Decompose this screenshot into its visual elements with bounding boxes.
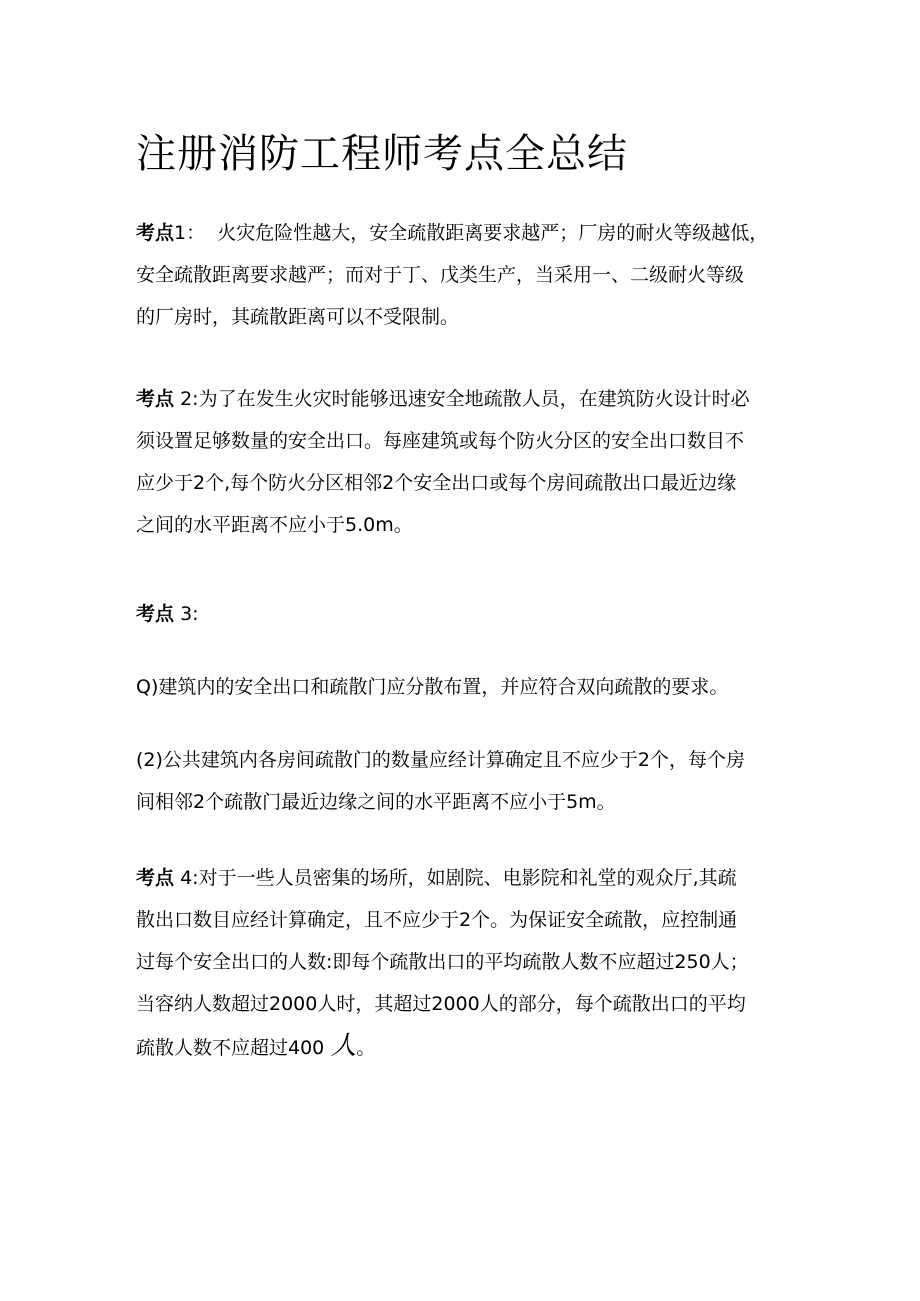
paragraph-line: 须设置足够数量的安全出口。每座建筑或每个防火分区的安全出口数目不	[136, 430, 745, 452]
paragraph-line	[136, 378, 786, 420]
point-label: 考点	[136, 388, 175, 410]
point-1-paragraph	[136, 212, 786, 338]
paragraph-line	[136, 593, 786, 635]
paragraph-line: (2)公共建筑内各房间疏散门的数量应经计算确定且不应少于2个，每个房	[136, 749, 746, 771]
document-title: 注册消防工程师考点全总结	[136, 131, 628, 177]
paragraph-line: 散出口数目应经计算确定，且不应少于2个。为保证安全疏散，应控制通	[136, 909, 738, 931]
stylized-character: 人	[330, 1031, 357, 1061]
paragraph-text: 为了在发生火灾时能够迅速安全地疏散人员，在建筑防火设计时必	[198, 388, 750, 410]
point-number: 3:	[180, 603, 199, 625]
paragraph-line	[136, 857, 786, 899]
paragraph-text: 火灾危险性越大，安全疏散距离要求越严；厂房的耐火等级越低，	[217, 222, 769, 244]
paragraph-text: 疏散人数不应超过400	[136, 1037, 325, 1059]
paragraph-line: 间相邻2个疏散门最近边缘之间的水平距离不应小于5m。	[136, 791, 616, 813]
point-label: 考点	[136, 222, 175, 244]
point-2-paragraph	[136, 378, 786, 546]
point-number: 4:	[180, 867, 199, 889]
paragraph-line: 应少于2个,每个防火分区相邻2个安全出口或每个房间疏散出口最近边缘	[136, 472, 737, 494]
point-label: 考点	[136, 603, 175, 625]
paragraph-line: 过每个安全出口的人数:即每个疏散出口的平均疏散人数不应超过250人；	[136, 951, 749, 973]
point-label: 考点	[136, 867, 175, 889]
point-3-item-1	[136, 666, 786, 708]
point-4-paragraph	[136, 857, 786, 1069]
paragraph-text: 对于一些人员密集的场所，如剧院、电影院和礼堂的观众厅,其疏	[198, 867, 737, 889]
paragraph-line: Q)建筑内的安全出口和疏散门应分散布置，并应符合双向疏散的要求。	[136, 676, 729, 698]
paragraph-line	[136, 212, 786, 254]
paragraph-line: 之间的水平距离不应小于5.0m。	[136, 514, 413, 536]
paragraph-line	[136, 1025, 786, 1069]
closing-punctuation: 。	[356, 1037, 376, 1059]
point-number: 1：	[174, 222, 206, 244]
point-3-heading	[136, 593, 786, 635]
paragraph-line: 当容纳人数超过2000人时，其超过2000人的部分，每个疏散出口的平均	[136, 993, 746, 1015]
point-3-item-2	[136, 739, 786, 823]
point-number: 2:	[180, 388, 199, 410]
paragraph-line: 的厂房时，其疏散距离可以不受限制。	[136, 306, 460, 328]
paragraph-line: 安全疏散距离要求越严；而对于丁、戊类生产，当采用一、二级耐火等级	[136, 264, 745, 286]
